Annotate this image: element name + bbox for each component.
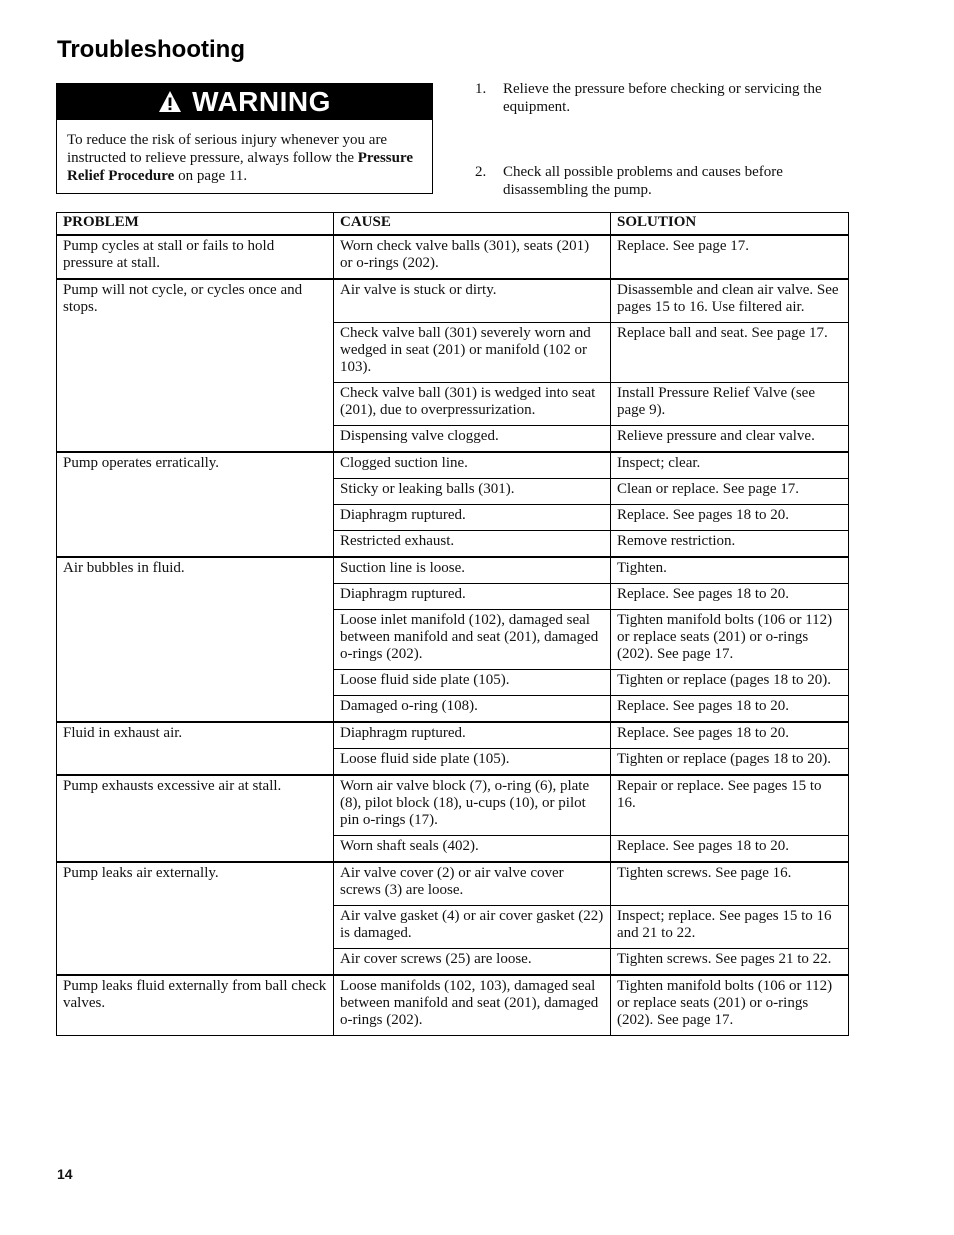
cause-cell: Diaphragm ruptured. xyxy=(334,584,611,610)
cause-cell: Air valve is stuck or dirty. xyxy=(334,279,611,323)
solution-cell: Replace. See pages 18 to 20. xyxy=(611,722,849,749)
cause-cell: Sticky or leaking balls (301). xyxy=(334,479,611,505)
solution-cell: Replace. See pages 18 to 20. xyxy=(611,505,849,531)
solution-cell: Tighten manifold bolts (106 or 112) or replace seats (201) or o-rings (202). See page 17. xyxy=(611,610,849,670)
solution-cell: Replace. See pages 18 to 20. xyxy=(611,584,849,610)
warning-box xyxy=(56,83,433,194)
step-number: 1. xyxy=(475,81,487,97)
cause-cell: Clogged suction line. xyxy=(334,452,611,479)
troubleshooting-table xyxy=(56,212,849,1036)
warning-text-start: To reduce the risk of serious injury whenever you are instructed to relieve pressure, always follow the xyxy=(67,132,388,166)
solution-cell: Tighten screws. See pages 21 to 22. xyxy=(611,949,849,976)
cause-cell: Air valve cover (2) or air valve cover screws (3) are loose. xyxy=(334,862,611,906)
cause-cell: Worn check valve balls (301), seats (201) or o-rings (202). xyxy=(334,235,611,279)
solution-cell: Replace. See pages 18 to 20. xyxy=(611,836,849,863)
table-row xyxy=(57,975,849,1036)
step-text: Relieve the pressure before checking or servicing the equipment. xyxy=(503,81,822,115)
table-row xyxy=(57,235,849,279)
step-item xyxy=(475,80,845,116)
cause-cell: Restricted exhaust. xyxy=(334,531,611,558)
cause-cell: Check valve ball (301) severely worn and wedged in seat (201) or manifold (102 or 103). xyxy=(334,323,611,383)
problem-cell: Pump cycles at stall or fails to hold pressure at stall. xyxy=(57,235,334,279)
table-body xyxy=(57,235,849,1036)
table-row xyxy=(57,279,849,323)
steps-list xyxy=(475,80,845,199)
header-problem: PROBLEM xyxy=(57,213,334,236)
solution-cell: Replace ball and seat. See page 17. xyxy=(611,323,849,383)
cause-cell: Worn shaft seals (402). xyxy=(334,836,611,863)
warning-text-end: on page 11. xyxy=(174,168,248,184)
solution-cell: Inspect; replace. See pages 15 to 16 and 21 to 22. xyxy=(611,906,849,949)
cause-cell: Air valve gasket (4) or air cover gasket (22) is damaged. xyxy=(334,906,611,949)
warning-title: WARNING xyxy=(192,86,331,117)
cause-cell: Worn air valve block (7), o-ring (6), plate (8), pilot block (18), u-cups (10), or pilot pin o-rings (17). xyxy=(334,775,611,836)
solution-cell: Replace. See page 17. xyxy=(611,235,849,279)
cause-cell: Loose fluid side plate (105). xyxy=(334,749,611,776)
cause-cell: Diaphragm ruptured. xyxy=(334,505,611,531)
solution-cell: Tighten. xyxy=(611,557,849,584)
table-row xyxy=(57,557,849,584)
problem-cell: Pump leaks air externally. xyxy=(57,862,334,975)
warning-header xyxy=(57,84,432,120)
solution-cell: Clean or replace. See page 17. xyxy=(611,479,849,505)
problem-cell: Pump exhausts excessive air at stall. xyxy=(57,775,334,862)
problem-cell: Pump leaks fluid externally from ball check valves. xyxy=(57,975,334,1036)
step-number: 2. xyxy=(475,164,487,180)
cause-cell: Loose inlet manifold (102), damaged seal between manifold and seat (201), damaged o-rings (202). xyxy=(334,610,611,670)
cause-cell: Loose manifolds (102, 103), damaged seal between manifold and seat (201), damaged o-rings (202). xyxy=(334,975,611,1036)
cause-cell: Diaphragm ruptured. xyxy=(334,722,611,749)
solution-cell: Tighten screws. See page 16. xyxy=(611,862,849,906)
problem-cell: Pump operates erratically. xyxy=(57,452,334,557)
solution-cell: Install Pressure Relief Valve (see page 9). xyxy=(611,383,849,426)
table-header-row xyxy=(57,213,849,236)
cause-cell: Suction line is loose. xyxy=(334,557,611,584)
problem-cell: Pump will not cycle, or cycles once and stops. xyxy=(57,279,334,452)
step-text: Check all possible problems and causes before disassembling the pump. xyxy=(503,164,783,198)
table-row xyxy=(57,775,849,836)
cause-cell: Damaged o-ring (108). xyxy=(334,696,611,723)
problem-cell: Fluid in exhaust air. xyxy=(57,722,334,775)
cause-cell: Dispensing valve clogged. xyxy=(334,426,611,453)
problem-cell: Air bubbles in fluid. xyxy=(57,557,334,722)
step-item xyxy=(475,163,845,199)
table-row xyxy=(57,452,849,479)
warning-text-bold: Pressure Relief Procedure xyxy=(67,150,414,184)
solution-cell: Tighten or replace (pages 18 to 20). xyxy=(611,670,849,696)
solution-cell: Remove restriction. xyxy=(611,531,849,558)
table-row xyxy=(57,722,849,749)
header-cause: CAUSE xyxy=(334,213,611,236)
cause-cell: Loose fluid side plate (105). xyxy=(334,670,611,696)
cause-cell: Air cover screws (25) are loose. xyxy=(334,949,611,976)
page-title: Troubleshooting xyxy=(57,36,245,63)
table-row xyxy=(57,862,849,906)
solution-cell: Repair or replace. See pages 15 to 16. xyxy=(611,775,849,836)
warning-text xyxy=(57,120,432,185)
solution-cell: Tighten or replace (pages 18 to 20). xyxy=(611,749,849,776)
warning-triangle-icon xyxy=(158,90,182,114)
solution-cell: Inspect; clear. xyxy=(611,452,849,479)
solution-cell: Disassemble and clean air valve. See pages 15 to 16. Use filtered air. xyxy=(611,279,849,323)
cause-cell: Check valve ball (301) is wedged into seat (201), due to overpressurization. xyxy=(334,383,611,426)
solution-cell: Relieve pressure and clear valve. xyxy=(611,426,849,453)
page-number: 14 xyxy=(57,1166,73,1182)
solution-cell: Replace. See pages 18 to 20. xyxy=(611,696,849,723)
header-solution: SOLUTION xyxy=(611,213,849,236)
solution-cell: Tighten manifold bolts (106 or 112) or replace seats (201) or o-rings (202). See page 17. xyxy=(611,975,849,1036)
